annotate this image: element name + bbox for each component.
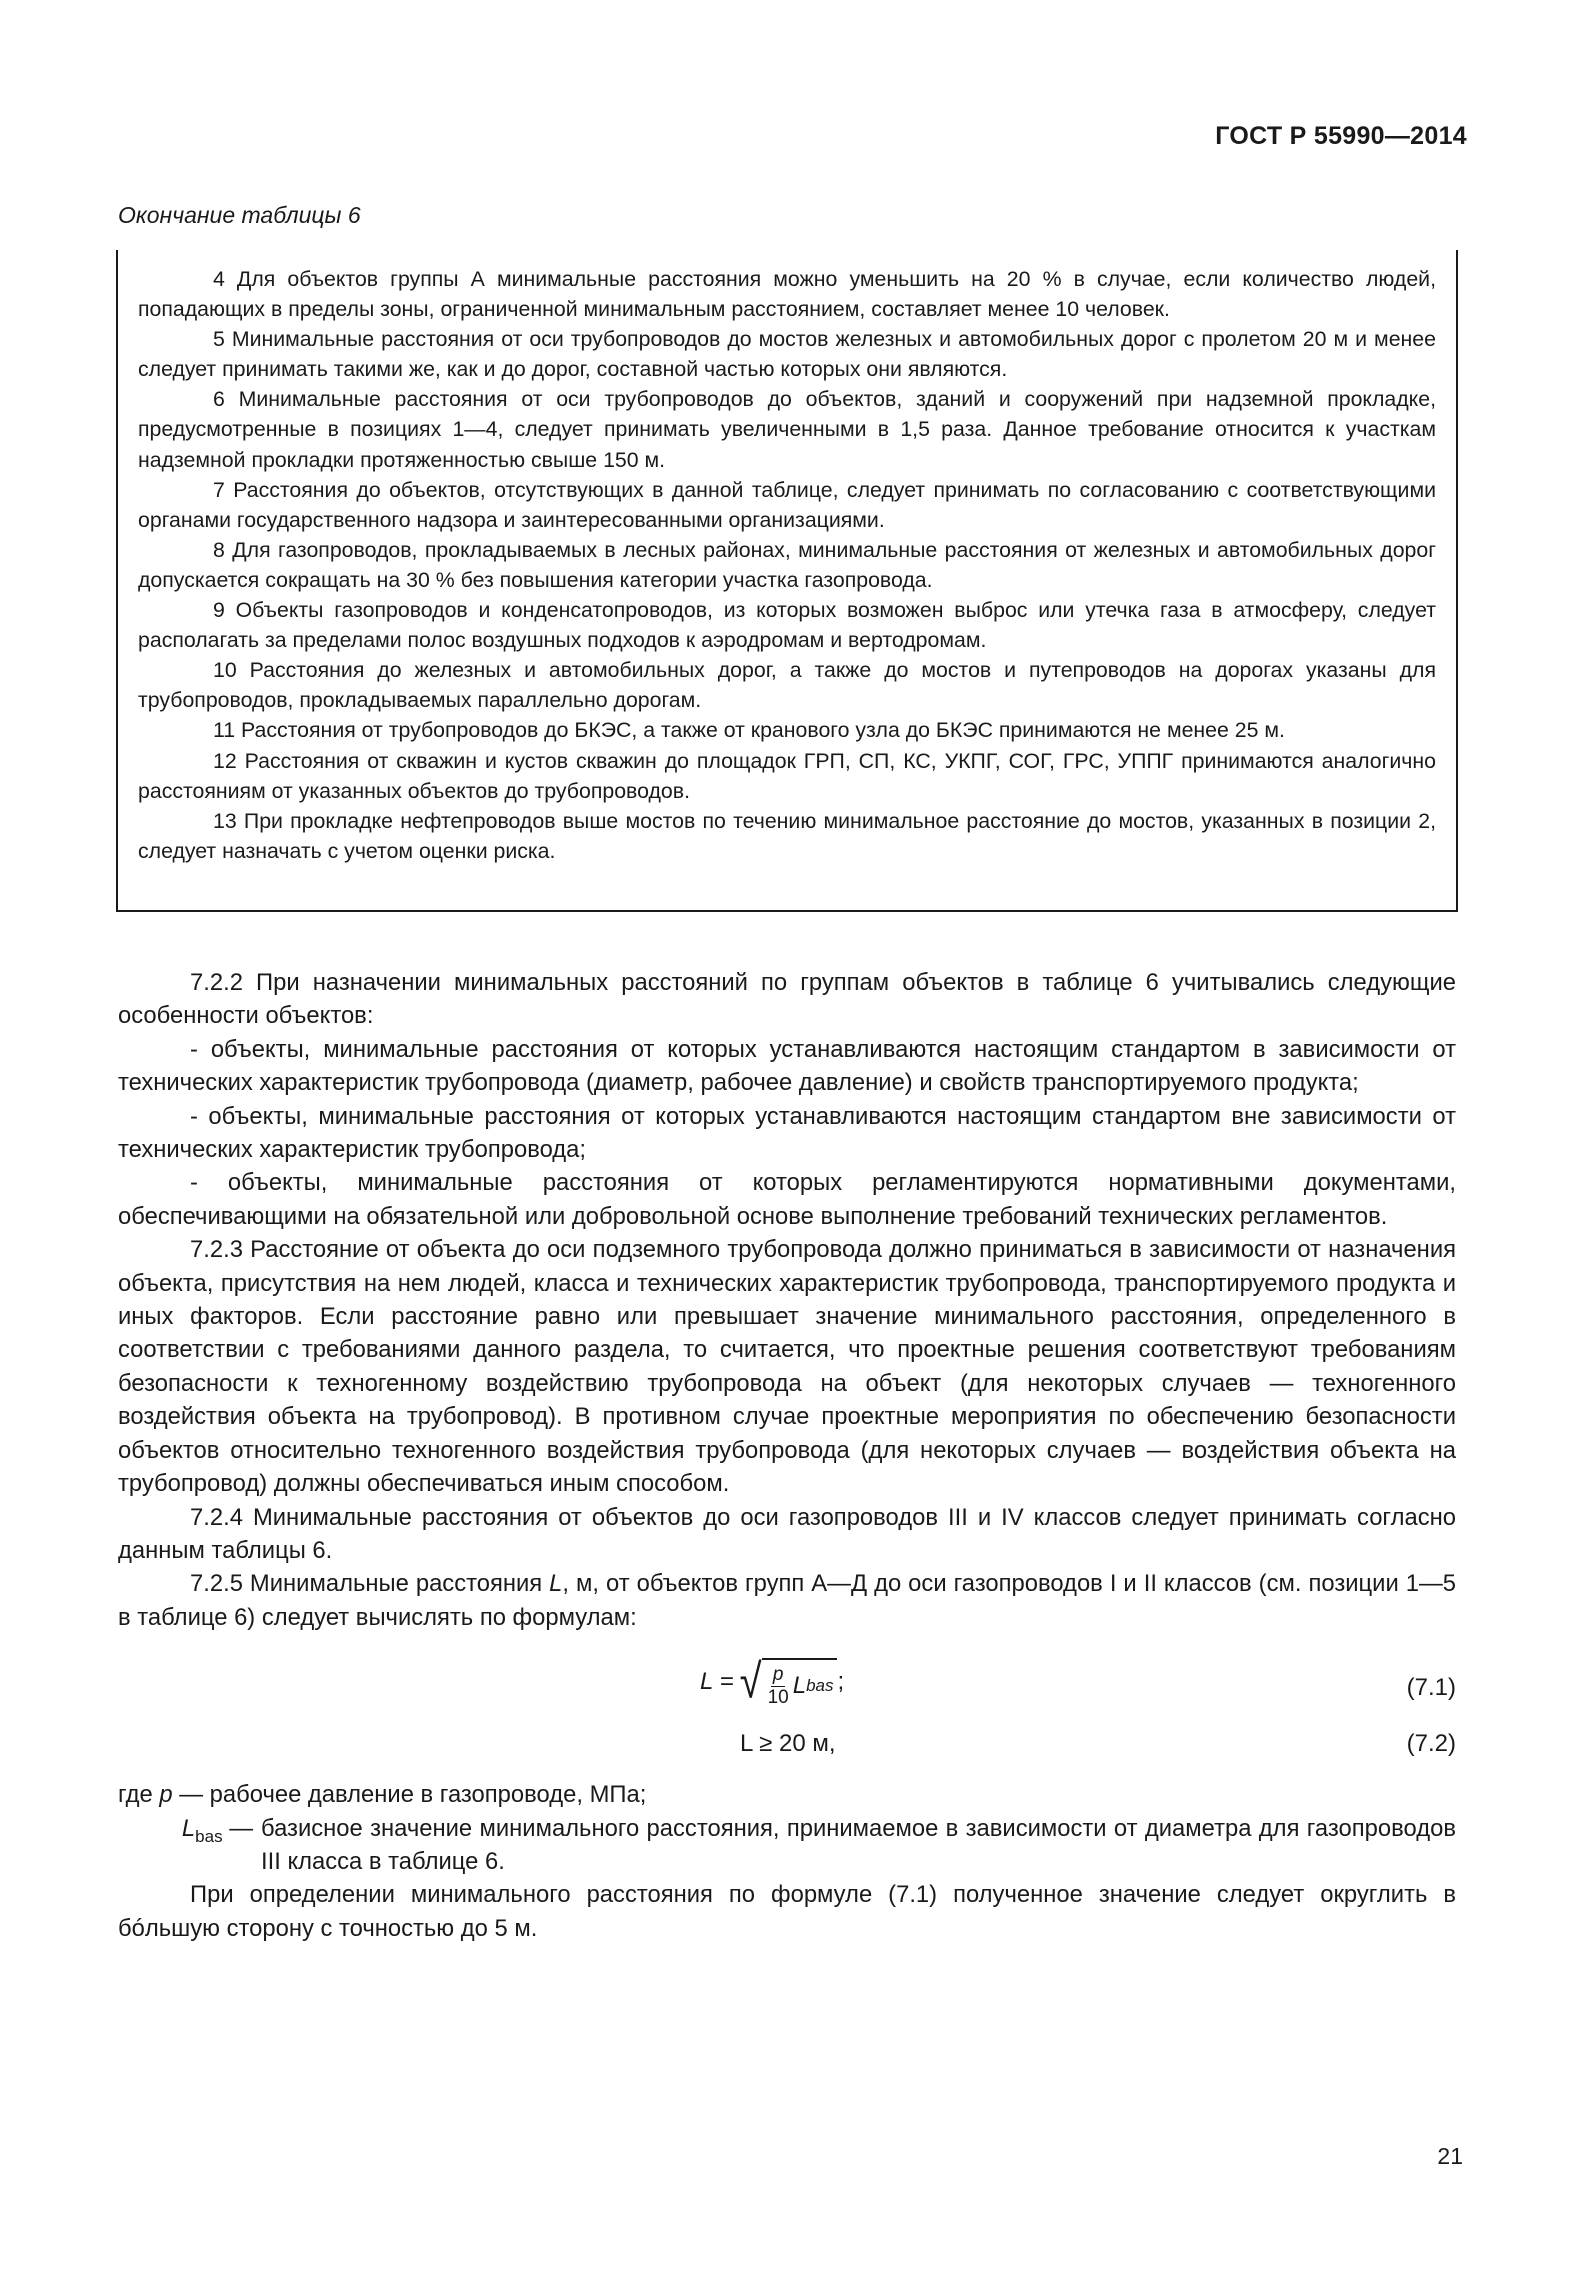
- final-paragraph: При определении минимального расстояния по формуле (7.1) полученное значение следует округлить в бóльшую сторону с точностью до 5 м.: [118, 1881, 1456, 1942]
- radicand: [762, 1658, 838, 1712]
- where-word: где: [118, 1781, 153, 1809]
- note-13: 13 При прокладке нефтепроводов выше мостов по течению минимальное расстояние до мостов, указанных в позиции 2, следует назначать с учетом оценки риска.: [138, 808, 1436, 863]
- definition-lbas-text: базисное значение минимального расстояния, принимаемое в зависимости от диаметра для газопроводов III класса в таблице 6.: [261, 1814, 1456, 1875]
- formula-number: (7.2): [1406, 1730, 1456, 1758]
- square-root: [740, 1652, 838, 1712]
- formula-tail: ;: [837, 1668, 845, 1696]
- formula-7-1-expression: [700, 1652, 844, 1712]
- table-notes-box: [116, 250, 1458, 912]
- fraction-numerator: p: [772, 1663, 784, 1685]
- paragraph-7-2-5-end: , м, от объектов групп А—Д до оси газопроводов I и II классов (см. позиции 1—5 в таблице 6) следует вычислять по формулам:: [118, 1570, 1456, 1631]
- paragraph-7-2-2: 7.2.2 При назначении минимальных расстояний по группам объектов в таблице 6 учитывались следующие особенности объектов:: [118, 969, 1456, 1030]
- note-12: 12 Расстояния от скважин и кустов скважин до площадок ГРП, СП, КС, УКПГ, СОГ, ГРС, УППГ принимаются аналогично расстояниям от указанных объектов до трубопроводов.: [138, 748, 1436, 803]
- paragraph-7-2-3: 7.2.3 Расстояние от объекта до оси подземного трубопровода должно приниматься в зависимости от назначения объекта, присутствия на нем людей, класса и технических характеристик трубопровода, транспортируемого продукта и иных факторов. Если расстояние равно или превышает значение минимального расстояния, определенного в соответствии с требованиями данного раздела, то считается, что проектные решения соответствуют требованиям безопасности к техногенному воздействию трубопровода на объект (для некоторых случаев — техногенного воздействия объекта на трубопровод). В противном случае проектные мероприятия по обеспечению безопасности объектов относительно техногенного воздействия трубопровода (для некоторых случаев — воздействия объекта на трубопровод) должны обеспечиваться иным способом.: [118, 1236, 1456, 1498]
- factor-l: L: [792, 1672, 807, 1700]
- body-text: [118, 966, 1456, 1945]
- note-6: 6 Минимальные расстояния от оси трубопроводов до объектов, зданий и сооружений при надземной прокладке, предусмотренные в позициях 1—4, следует принимать увеличенными в 1,5 раза. Данное требование относится к участкам надземной прокладки протяженностью свыше 150 м.: [138, 387, 1436, 472]
- definition-p-text: — рабочее давление в газопроводе, МПа;: [172, 1781, 647, 1809]
- definition-dash: —: [222, 1814, 253, 1842]
- formula-definitions: [118, 1778, 1456, 1878]
- definition-p: [118, 1778, 1456, 1811]
- note-10: 10 Расстояния до железных и автомобильных дорог, а также до мостов и путепроводов на дорогах указаны для трубопроводов, прокладываемых параллельно дорогам.: [138, 658, 1436, 713]
- note-4: 4 Для объектов группы А минимальные расстояния можно уменьшить на 20 % в случае, если количество людей, попадающих в пределы зоны, ограниченной минимальным расстоянием, составляет менее 10 человек.: [138, 267, 1436, 322]
- definition-lbas: [118, 1812, 1456, 1879]
- formula-7-2-expression: L ≥ 20 м,: [740, 1730, 836, 1758]
- fraction-denominator: 10: [767, 1686, 789, 1708]
- note-5: 5 Минимальные расстояния от оси трубопроводов до мостов железных и автомобильных дорог с пролетом 20 м и менее следует принимать такими же, как и до дорог, составной частью которых они являются.: [138, 327, 1436, 382]
- symbol-p: p: [159, 1781, 173, 1809]
- symbol-lbas: [118, 1812, 261, 1879]
- list-item: - объекты, минимальные расстояния от которых устанавливаются настоящим стандартом вне зависимости от технических характеристик трубопровода;: [118, 1102, 1456, 1164]
- formula-lhs: L =: [700, 1668, 734, 1696]
- paragraph-7-2-5: [118, 1567, 1456, 1634]
- formula-number: (7.1): [1406, 1674, 1456, 1702]
- note-7: 7 Расстояния до объектов, отсутствующих в данной таблице, следует принимать по согласованию с соответствующими органами государственного надзора и заинтересованными организациями.: [138, 477, 1436, 532]
- list-item: - объекты, минимальные расстояния от которых регламентируются нормативными документами, обеспечивающими на обязательной или добровольной основе выполнение требований технических регламентов.: [118, 1169, 1456, 1230]
- table-caption: Окончание таблицы 6: [118, 202, 361, 228]
- note-8: 8 Для газопроводов, прокладываемых в лесных районах, минимальные расстояния от железных и автомобильных дорог допускается сокращать на 30 % без повышения категории участка газопровода.: [138, 537, 1436, 592]
- paragraph-7-2-4: 7.2.4 Минимальные расстояния от объектов до оси газопроводов III и IV классов следует принимать согласно данным таблицы 6.: [118, 1503, 1456, 1564]
- note-9: 9 Объекты газопроводов и конденсатопроводов, из которых возможен выброс или утечка газа в атмосферу, следует располагать за пределами полос воздушных подходов к аэродромам и вертодромам.: [138, 598, 1436, 653]
- symbol-l: L: [549, 1570, 563, 1598]
- fraction: [766, 1664, 791, 1709]
- symbol-l: L: [181, 1814, 196, 1842]
- standard-code: ГОСТ Р 55990—2014: [1215, 122, 1467, 150]
- paragraph-7-2-5-start: 7.2.5 Минимальные расстояния: [190, 1570, 550, 1598]
- formula-7-1: [118, 1634, 1456, 1726]
- list-item: - объекты, минимальные расстояния от которых устанавливаются настоящим стандартом в зависимости от технических характеристик трубопровода (диаметр, рабочее давление) и свойств транспортируемого продукта;: [118, 1035, 1456, 1097]
- symbol-subscript: bas: [195, 1826, 223, 1846]
- page-number: 21: [1437, 2143, 1463, 2169]
- factor-subscript: bas: [806, 1676, 834, 1696]
- note-11: 11 Расстояния от трубопроводов до БКЭС, а также от кранового узла до БКЭС принимаются не менее 25 м.: [213, 718, 1285, 743]
- formula-7-2: [118, 1726, 1456, 1778]
- radical-sign: √: [739, 1655, 762, 1709]
